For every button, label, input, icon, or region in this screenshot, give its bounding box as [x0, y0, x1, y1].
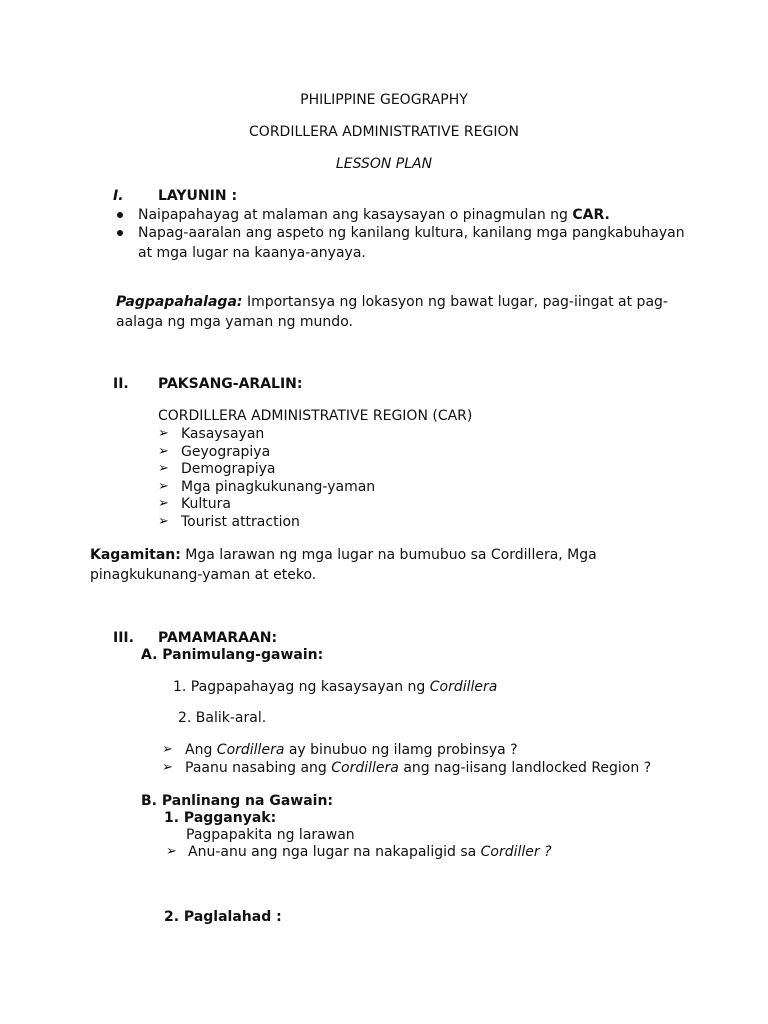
- section3-sub-b: B. Panlinang na Gawain:: [141, 793, 334, 809]
- step-b2-heading: 2. Paglalahad :: [164, 909, 282, 925]
- q2-italic: Cordillera: [331, 760, 399, 776]
- arrow-bullet-icon: ➢: [158, 479, 169, 494]
- section3-heading: PAMAMARAAN:: [158, 630, 278, 646]
- objective-1-bold: CAR.: [572, 207, 610, 223]
- b1q-italic: Cordiller ?: [480, 844, 552, 860]
- objective-1-text: Naipapahayag at malaman ang kasaysayan o pinagmulan ng: [138, 207, 573, 223]
- section2-numeral: II.: [113, 376, 129, 392]
- section1-numeral: I.: [113, 188, 124, 204]
- b1q-prefix: Anu-anu ang nga lugar na nakapaligid sa: [188, 844, 481, 860]
- topic-item: Mga pinagkukunang-yaman: [181, 479, 376, 495]
- objective-2-line1: Napag-aaralan ang aspeto ng kanilang kultura, kanilang mga pangkabuhayan: [138, 225, 685, 241]
- materials-line2: pinagkukunang-yaman at eteko.: [90, 567, 317, 583]
- arrow-bullet-icon: ➢: [158, 444, 169, 459]
- q1-suffix: ay binubuo ng ilamg probinsya ?: [284, 742, 518, 758]
- doc-type: LESSON PLAN: [335, 156, 433, 172]
- objective-1: [138, 206, 610, 224]
- materials-text: Mga larawan ng mga lugar na bumubuo sa Cordillera, Mga: [180, 547, 597, 563]
- values-label: Pagpapahalaga:: [116, 294, 243, 310]
- bullet-dot-icon: [117, 212, 123, 218]
- topic-item: Demograpiya: [181, 461, 276, 477]
- bullet-dot-icon: [117, 230, 123, 236]
- step-b1-question: [188, 843, 552, 861]
- arrow-bullet-icon: ➢: [158, 496, 169, 511]
- arrow-bullet-icon: ➢: [162, 760, 173, 775]
- step-a1-text: 1. Pagpapahayag ng kasaysayan ng: [173, 679, 430, 695]
- step-a2: 2. Balik-aral.: [178, 710, 267, 726]
- q1-prefix: Ang: [185, 742, 217, 758]
- step-a1-italic: Cordillera: [429, 679, 498, 695]
- review-question-1: [185, 741, 518, 759]
- arrow-bullet-icon: ➢: [162, 742, 173, 757]
- step-b1-text: Pagpapakita ng larawan: [186, 827, 355, 843]
- objective-2-line2: at mga lugar na kaanya-anyaya.: [138, 245, 366, 261]
- section3-sub-a: A. Panimulang-gawain:: [141, 647, 324, 663]
- section2-topic: CORDILLERA ADMINISTRATIVE REGION (CAR): [158, 408, 473, 424]
- doc-subject: PHILIPPINE GEOGRAPHY: [300, 92, 468, 108]
- topic-item: Kultura: [181, 496, 231, 512]
- step-a1: [173, 678, 497, 696]
- arrow-bullet-icon: ➢: [158, 461, 169, 476]
- review-question-2: [185, 759, 651, 777]
- q2-suffix: ang nag-iisang landlocked Region ?: [398, 760, 652, 776]
- section1-heading: LAYUNIN :: [158, 188, 238, 204]
- materials-line1: [90, 546, 597, 564]
- arrow-bullet-icon: ➢: [158, 426, 169, 441]
- arrow-bullet-icon: ➢: [158, 514, 169, 529]
- doc-region: CORDILLERA ADMINISTRATIVE REGION: [249, 124, 519, 140]
- step-b1-heading: 1. Pagganyak:: [164, 810, 277, 826]
- values-line2: aalaga ng mga yaman ng mundo.: [116, 314, 353, 330]
- arrow-bullet-icon: ➢: [166, 844, 177, 859]
- topic-item: Geyograpiya: [181, 444, 271, 460]
- q2-prefix: Paanu nasabing ang: [185, 760, 332, 776]
- materials-label: Kagamitan:: [90, 547, 181, 563]
- section3-numeral: III.: [113, 630, 134, 646]
- values-line1: [116, 293, 668, 311]
- section2-heading: PAKSANG-ARALIN:: [158, 376, 303, 392]
- topic-item: Kasaysayan: [181, 426, 265, 442]
- values-text: Importansya ng lokasyon ng bawat lugar, pag-iingat at pag-: [242, 294, 668, 310]
- q1-italic: Cordillera: [216, 742, 285, 758]
- topic-item: Tourist attraction: [181, 514, 300, 530]
